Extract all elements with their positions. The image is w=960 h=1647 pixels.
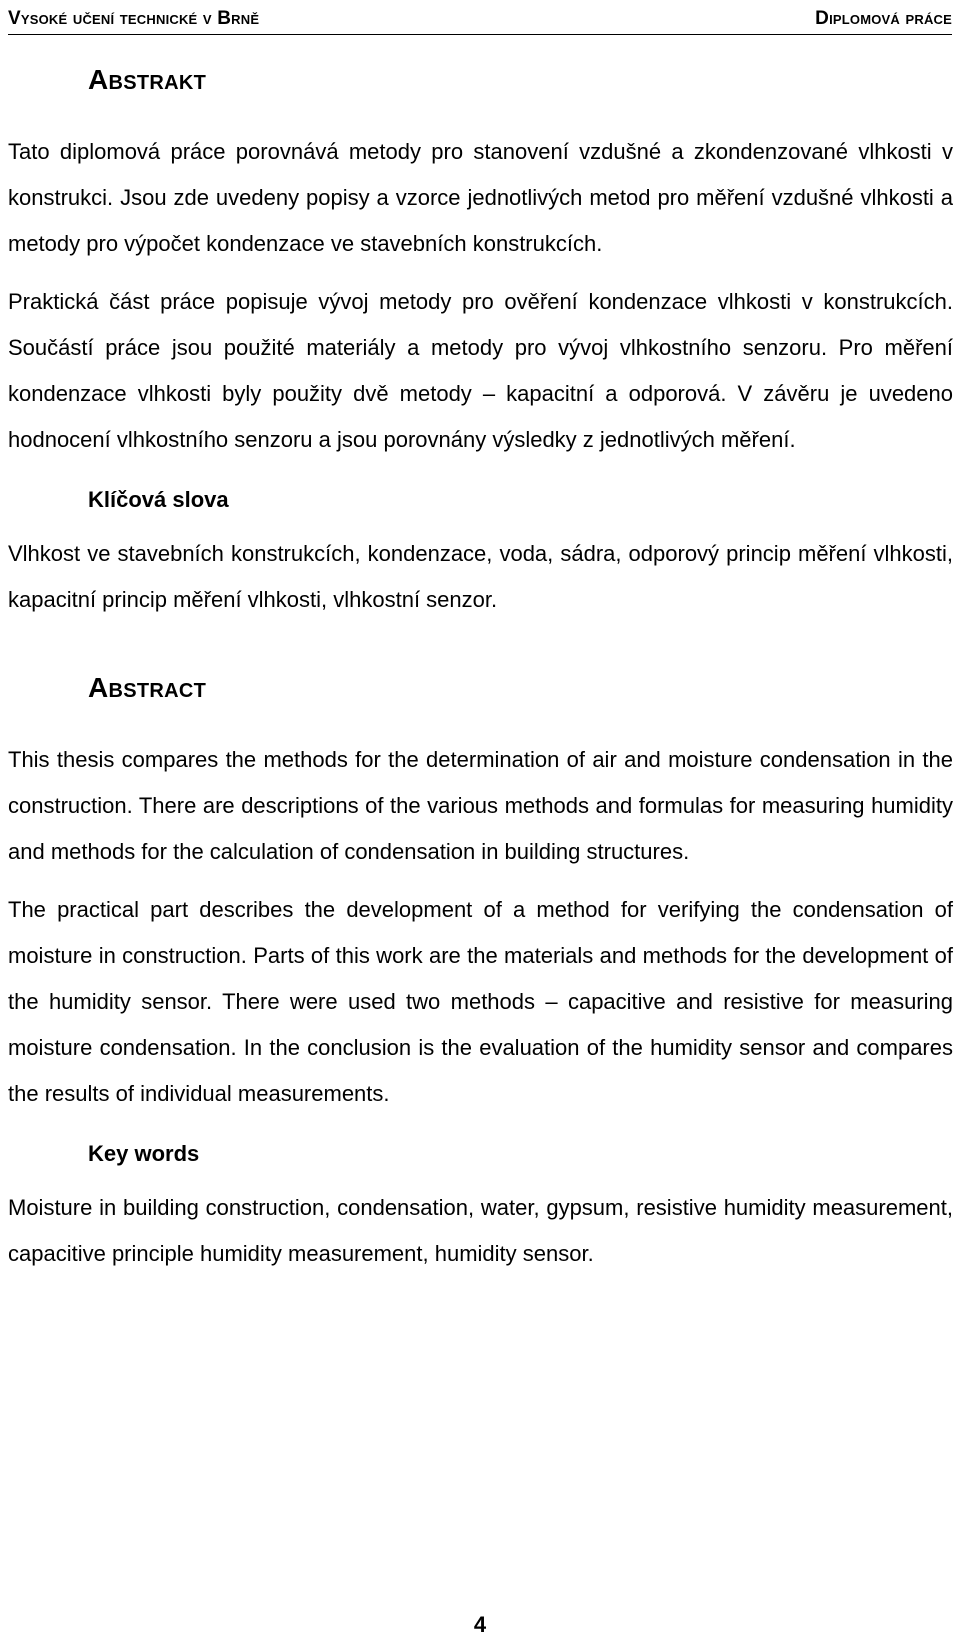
abstrakt-paragraph-1: Tato diplomová práce porovnává metody pro stanovení vzdušné a zkondenzované vlhkosti v konstrukci. Jsou zde uvedeny popisy a vzorce jednotlivých metod pro měření vzdušné vlhkosti a metody pro výpočet kondenzace ve stavebních konstrukcích.	[8, 138, 953, 256]
abstrakt-paragraph-2: Praktická část práce popisuje vývoj metody pro ověření kondenzace vlhkosti v konstrukcích. Součástí práce jsou použité materiály a metody pro vývoj vlhkostního senzoru. Pro měření kondenzace vlhkosti byly použity dvě metody – kapacitní a odporová. V závěru je uvedeno hodnocení vlhkostního senzoru a jsou porovnány výsledky z jednotlivých měření.	[8, 288, 953, 452]
header-document-type: Diplomová práce	[815, 8, 952, 29]
header-university: Vysoké učení technické v Brně	[8, 8, 260, 29]
klicova-slova-heading: Klíčová slova	[88, 486, 229, 512]
page-number: 4	[473, 1612, 487, 1637]
abstract-heading: Abstract	[88, 671, 207, 703]
klicova-slova-text: Vlhkost ve stavebních konstrukcích, kondenzace, voda, sádra, odporový princip měření vlhkosti, kapacitní princip měření vlhkosti, vlhkostní senzor.	[8, 540, 953, 612]
page-header	[8, 4, 952, 35]
key-words-heading: Key words	[88, 1140, 200, 1166]
abstract-paragraph-2: The practical part describes the development of a method for verifying the condensation of moisture in construction. Parts of this work are the materials and methods for the development of the humidity sensor. There were used two methods – capacitive and resistive for measuring moisture condensation. In the conclusion is the evaluation of the humidity sensor and compares the results of individual measurements.	[8, 896, 953, 1106]
abstract-paragraph-1: This thesis compares the methods for the determination of air and moisture condensation in the construction. There are descriptions of the various methods and formulas for measuring humidity and methods for the calculation of condensation in building structures.	[8, 746, 953, 864]
page-content	[8, 50, 953, 1277]
abstrakt-heading: Abstrakt	[88, 64, 207, 95]
key-words-text: Moisture in building construction, condensation, water, gypsum, resistive humidity measurement, capacitive principle humidity measurement, humidity sensor.	[8, 1194, 953, 1266]
